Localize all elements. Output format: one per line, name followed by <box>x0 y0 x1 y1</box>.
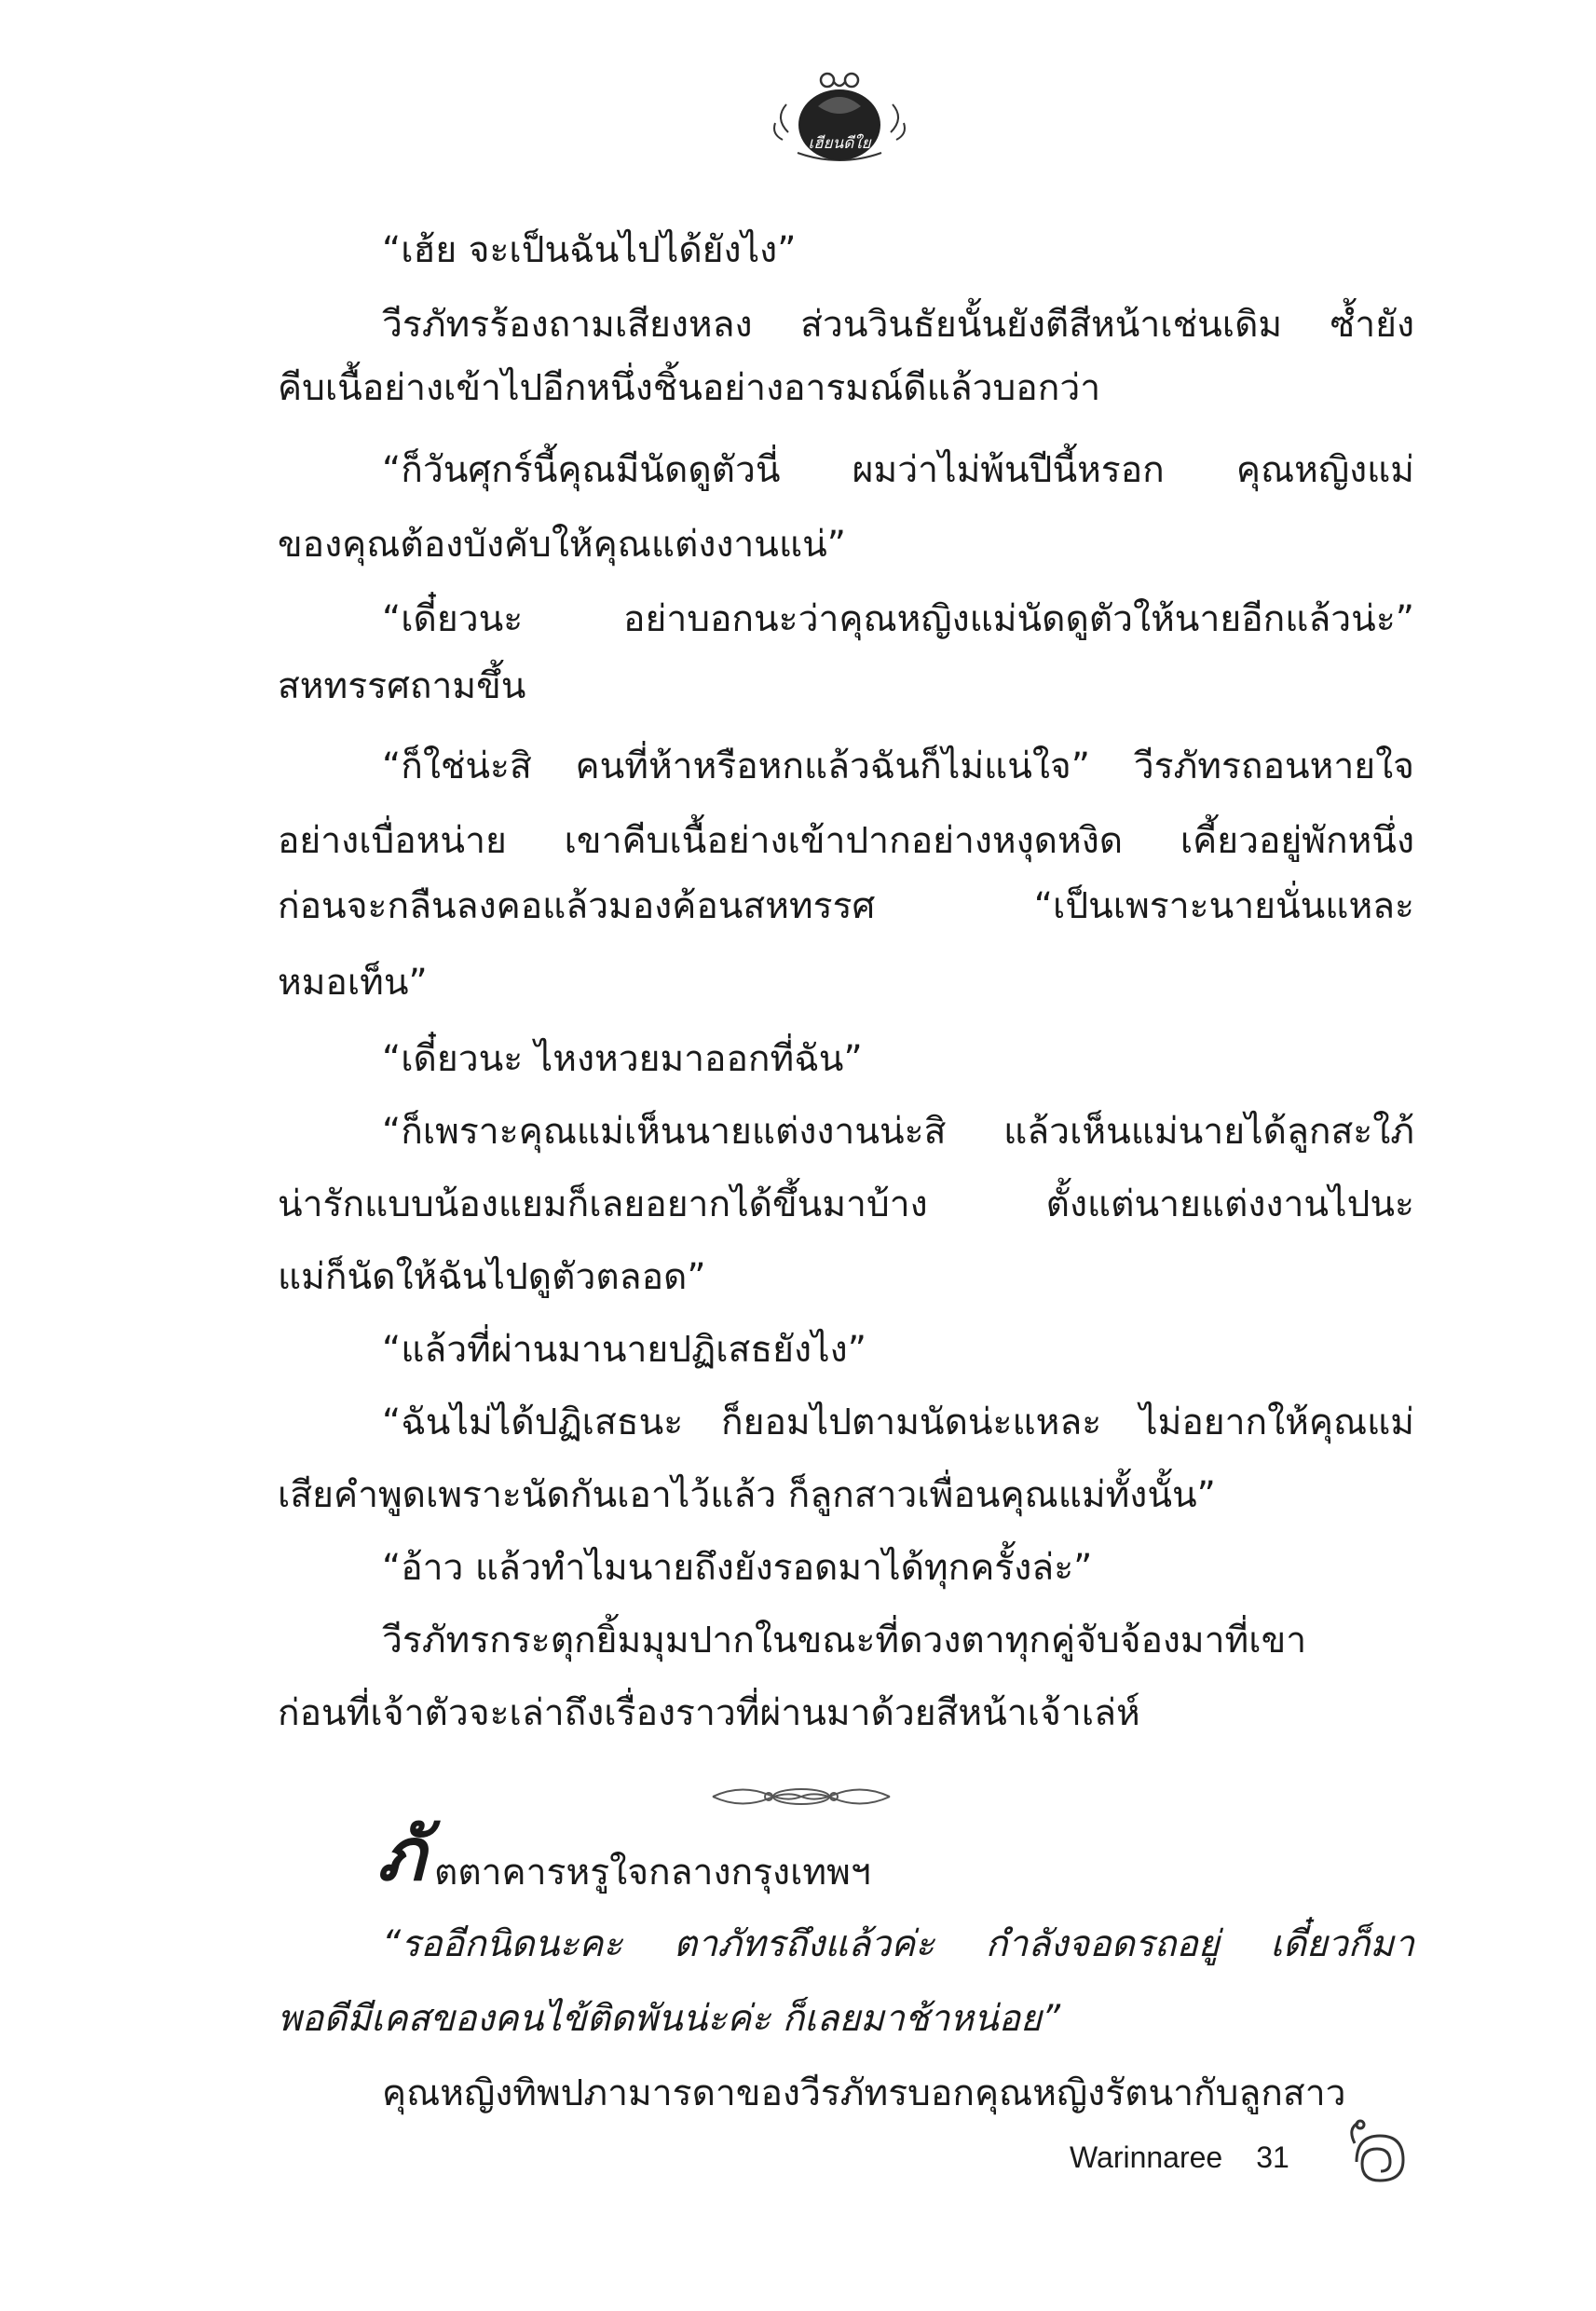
paragraph-line: “เฮ้ย จะเป็นฉันไปได้ยังไง” <box>382 229 797 271</box>
header-emblem-icon <box>770 67 909 170</box>
paragraph-line: “รออีกนิดนะคะ ตาภัทรถึงแล้วค่ะ กำลังจอดรถอยู่ เดี๋ยวก็มา <box>382 1923 1414 1965</box>
paragraph-line: ก่อนจะกลืนลงคอแล้วมองค้อนสหทรรศ “เป็นเพราะนายนั่นแหละ <box>278 885 1414 927</box>
paragraph-line: คีบเนื้อย่างเข้าไปอีกหนึ่งชิ้นอย่างอารมณ์ดีแล้วบอกว่า <box>278 367 1101 409</box>
paragraph-line: คุณหญิงทิพปภามารดาของวีรภัทรบอกคุณหญิงรัตนากับลูกสาว <box>382 2072 1346 2114</box>
paragraph-line: สหทรรศถามขึ้น <box>278 665 526 707</box>
paragraph-line: วีรภัทรร้องถามเสียงหลง ส่วนวินธัยนั้นยังตีสีหน้าเช่นเดิม ซ้ำยัง <box>382 304 1414 346</box>
paragraph-line: พอดีมีเคสของคนไข้ติดพันน่ะค่ะ ก็เลยมาช้าหน่อย” <box>278 1998 1061 2040</box>
paragraph-line: ของคุณต้องบังคับให้คุณแต่งงานแน่” <box>278 524 846 566</box>
paragraph-line: “ก็ใช่น่ะสิ คนที่ห้าหรือหกแล้วฉันก็ไม่แน่ใจ” วีรภัทรถอนหายใจ <box>382 745 1414 787</box>
drop-cap: ภั <box>377 1812 426 1897</box>
section-divider-icon <box>703 1778 899 1815</box>
page-footer <box>1070 2134 1289 2181</box>
paragraph-line: หมอเท็น” <box>278 962 428 1004</box>
section-first-line: ตตาคารหรูใจกลางกรุงเทพฯ <box>434 1852 871 1894</box>
paragraph-line: “เดี๋ยวนะ อย่าบอกนะว่าคุณหญิงแม่นัดดูตัวให้นายอีกแล้วน่ะ” <box>382 598 1414 640</box>
footer-ornament-icon <box>1338 2115 1422 2190</box>
paragraph-line: “ก็เพราะคุณแม่เห็นนายแต่งงานน่ะสิ แล้วเห็นแม่นายได้ลูกสะใภ้ <box>382 1111 1414 1153</box>
footer-author: Warinnaree <box>1070 2140 1223 2174</box>
page-number: 31 <box>1256 2140 1289 2174</box>
paragraph-line: เสียคำพูดเพราะนัดกันเอาไว้แล้ว ก็ลูกสาวเพื่อนคุณแม่ทั้งนั้น” <box>278 1474 1216 1516</box>
paragraph-line: แม่ก็นัดให้ฉันไปดูตัวตลอด” <box>278 1256 706 1298</box>
paragraph-line: “เดี๋ยวนะ ไหงหวยมาออกที่ฉัน” <box>382 1038 863 1080</box>
paragraph-line: น่ารักแบบน้องแยมก็เลยอยากได้ขึ้นมาบ้าง ตั้งแต่นายแต่งงานไปนะ <box>278 1183 1414 1225</box>
emblem-text: เฮียนดีใย <box>808 134 871 153</box>
paragraph-line: “ก็วันศุกร์นี้คุณมีนัดดูตัวนี่ ผมว่าไม่พ้นปีนี้หรอก คุณหญิงแม่ <box>382 449 1414 491</box>
paragraph-line: อย่างเบื่อหน่าย เขาคีบเนื้อย่างเข้าปากอย่างหงุดหงิด เคี้ยวอยู่พักหนึ่ง <box>278 820 1414 862</box>
paragraph-line: “แล้วที่ผ่านมานายปฏิเสธยังไง” <box>382 1329 866 1371</box>
paragraph-line: ก่อนที่เจ้าตัวจะเล่าถึงเรื่องราวที่ผ่านมาด้วยสีหน้าเจ้าเล่ห์ <box>278 1692 1140 1734</box>
paragraph-line: “ฉันไม่ได้ปฏิเสธนะ ก็ยอมไปตามนัดน่ะแหละ ไม่อยากให้คุณแม่ <box>382 1402 1414 1443</box>
paragraph-line: วีรภัทรกระตุกยิ้มมุมปากในขณะที่ดวงตาทุกคู่จับจ้องมาที่เขา <box>382 1620 1307 1661</box>
paragraph-line: “อ้าว แล้วทำไมนายถึงยังรอดมาได้ทุกครั้งล่ะ” <box>382 1547 1093 1589</box>
